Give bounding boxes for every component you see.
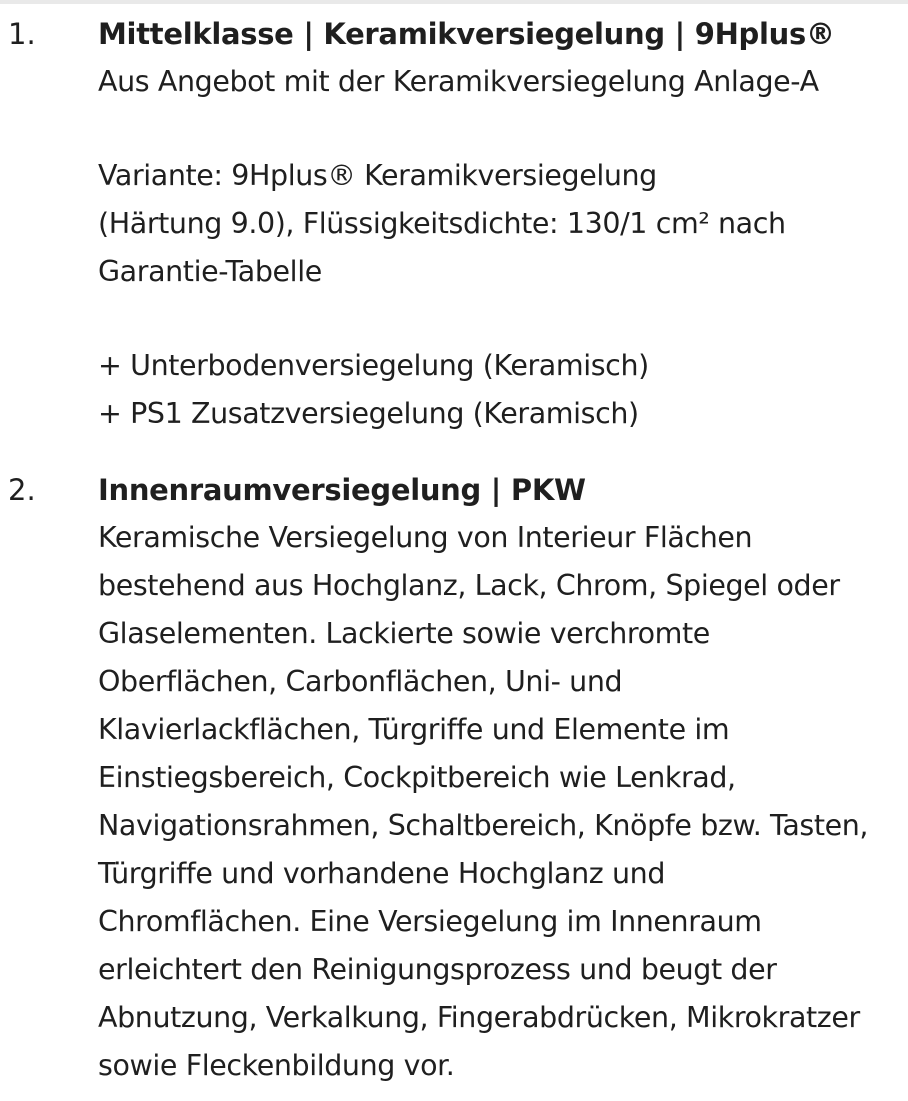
description-line: Einstiegsbereich, Cockpitbereich wie Lenkrad, [98,761,736,794]
description-line: Navigationsrahmen, Schaltbereich, Knöpfe bzw. Tasten, [98,809,869,842]
variant-line: (Härtung 9.0), Flüssigkeitsdichte: 130/1 cm² nach [98,207,786,240]
description-line: Türgriffe und vorhandene Hochglanz und [98,857,666,890]
variant-line: Garantie-Tabelle [98,255,322,288]
item-number: 1. [8,17,36,51]
description-line: bestehend aus Hochglanz, Lack, Chrom, Spiegel oder [98,569,840,602]
description-line: Glaselementen. Lackierte sowie verchromte [98,617,710,650]
item-subtitle: Aus Angebot mit der Keramikversiegelung Anlage-A [98,65,819,98]
description-line: sowie Fleckenbildung vor. [98,1049,455,1082]
item-title: Innenraumversiegelung | PKW [98,473,586,507]
item-content [98,466,898,1090]
item-content [98,10,898,438]
item-number: 2. [8,473,36,507]
description-line: Keramische Versiegelung von Interieur Flächen [98,521,753,554]
item-title: Mittelklasse | Keramikversiegelung | 9Hplus® [98,17,835,51]
top-divider [0,0,908,4]
description-line: erleichtert den Reinigungsprozess und beugt der [98,953,777,986]
description-line: Klavierlackflächen, Türgriffe und Elemente im [98,713,730,746]
description-line: Oberflächen, Carbonflächen, Uni- und [98,665,623,698]
addon-line: + PS1 Zusatzversiegelung (Keramisch) [98,397,639,430]
description-line: Abnutzung, Verkalkung, Fingerabdrücken, Mikrokratzer [98,1001,860,1034]
addon-line: + Unterbodenversiegelung (Keramisch) [98,349,649,382]
variant-line: Variante: 9Hplus® Keramikversiegelung [98,159,657,192]
description-line: Chromflächen. Eine Versiegelung im Innenraum [98,905,762,938]
